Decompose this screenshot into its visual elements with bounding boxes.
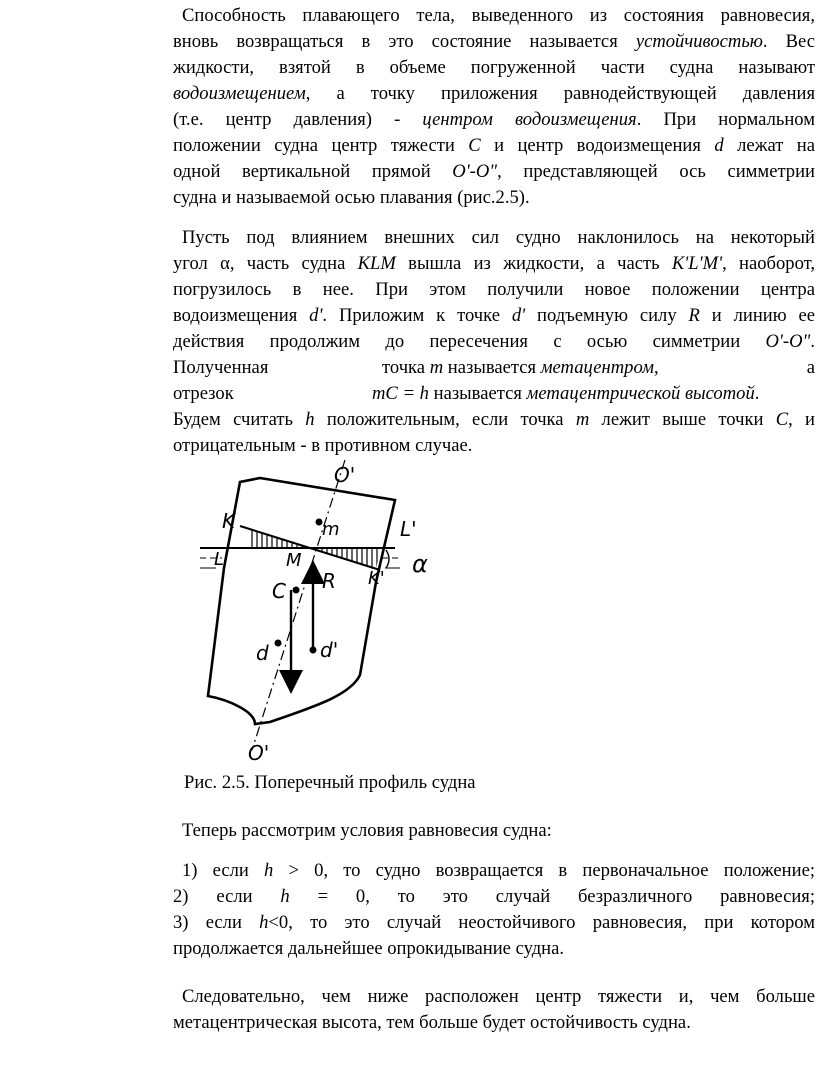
label-d-prime: d' [320, 638, 339, 662]
paragraph-2-line-9: отрицательным - в противном случае. [173, 435, 473, 456]
symmetry-axis [252, 460, 345, 750]
label-d: d [256, 641, 269, 665]
paragraph-2-line-3: погрузилось в нее. При этом получили новое положении центра [173, 279, 815, 300]
paragraph-1-line-6: положении судна центр тяжести C и центр водоизмещения d лежат на [173, 135, 815, 156]
gravity-center-point [293, 587, 300, 594]
paragraph-5-line-1: Следовательно, чем ниже расположен центр тяжести и, чем больше [182, 986, 815, 1007]
paragraph-1-line-4: водоизмещением, а точку приложения равнодействующей давления [173, 83, 815, 104]
figure-caption: Рис. 2.5. Поперечный профиль судна [184, 772, 476, 793]
hull-outline [208, 478, 395, 724]
paragraph-2-line-8: Будем считать h положительным, если точка m лежит выше точки C, и [173, 409, 815, 430]
paragraph-1-line-3: жидкости, взятой в объеме погруженной части судна называют [173, 57, 815, 78]
label-k: K [222, 509, 236, 533]
label-alpha: α [412, 550, 428, 578]
paragraph-4-line-2: 2) если h = 0, то это случай безразличного равновесия; [173, 886, 816, 907]
label-m-point: M [286, 550, 302, 571]
label-l: L [214, 549, 225, 570]
paragraph-2-line-2: угол α, часть судна KLM вышла из жидкости, а часть K'L'M', наоборот, [173, 253, 815, 274]
label-l-prime: L' [400, 517, 417, 541]
label-m-metacenter: m [322, 519, 340, 540]
label-o-bottom: O' [248, 741, 270, 765]
angle-arc [386, 550, 389, 568]
paragraph-1-line-2: вновь возвращаться в это состояние называется устойчивостью. Вес [173, 31, 815, 52]
paragraph-2-line-5: действия продолжим до пересечения с осью симметрии O'-O". [173, 331, 815, 352]
paragraph-3-line-1: Теперь рассмотрим условия равновесия судна: [182, 820, 552, 841]
paragraph-2-line-6: Полученная точка m называется метацентром, а [173, 357, 815, 378]
buoyancy-center-point [275, 640, 282, 647]
paragraph-4-line-3: 3) если h<0, то это случай неостойчивого равновесия, при котором [173, 912, 816, 933]
paragraph-4-line-4: продолжается дальнейшее опрокидывание судна. [173, 938, 565, 959]
label-r: R [322, 569, 336, 593]
paragraph-4-line-1: 1) если h > 0, то судно возвращается в первоначальное положение; [182, 860, 815, 881]
paragraph-2-line-1: Пусть под влиянием внешних сил судно наклонилось на некоторый [182, 227, 815, 248]
ship-profile-figure [200, 460, 460, 770]
paragraph-1-line-1: Способность плавающего тела, выведенного из состояния равновесия, [182, 5, 815, 26]
paragraph-2-line-4: водоизмещения d'. Приложим к точке d' подъемную силу R и линию ее [173, 305, 815, 326]
label-o-top: O' [334, 463, 356, 487]
label-k-prime: K' [368, 568, 385, 589]
paragraph-2-line-7: отрезок mC = h называется метацентрической высотой. [173, 383, 760, 404]
paragraph-1-line-7: одной вертикальной прямой O'-O", представляющей ось симметрии [173, 161, 815, 182]
label-c: C [272, 579, 286, 603]
paragraph-5-line-2: метацентрическая высота, тем больше будет остойчивость судна. [173, 1012, 691, 1033]
paragraph-1-line-5: (т.е. центр давления) - центром водоизмещения. При нормальном [173, 109, 816, 130]
paragraph-1-line-8: судна и называемой осью плавания (рис.2.5). [173, 187, 530, 208]
